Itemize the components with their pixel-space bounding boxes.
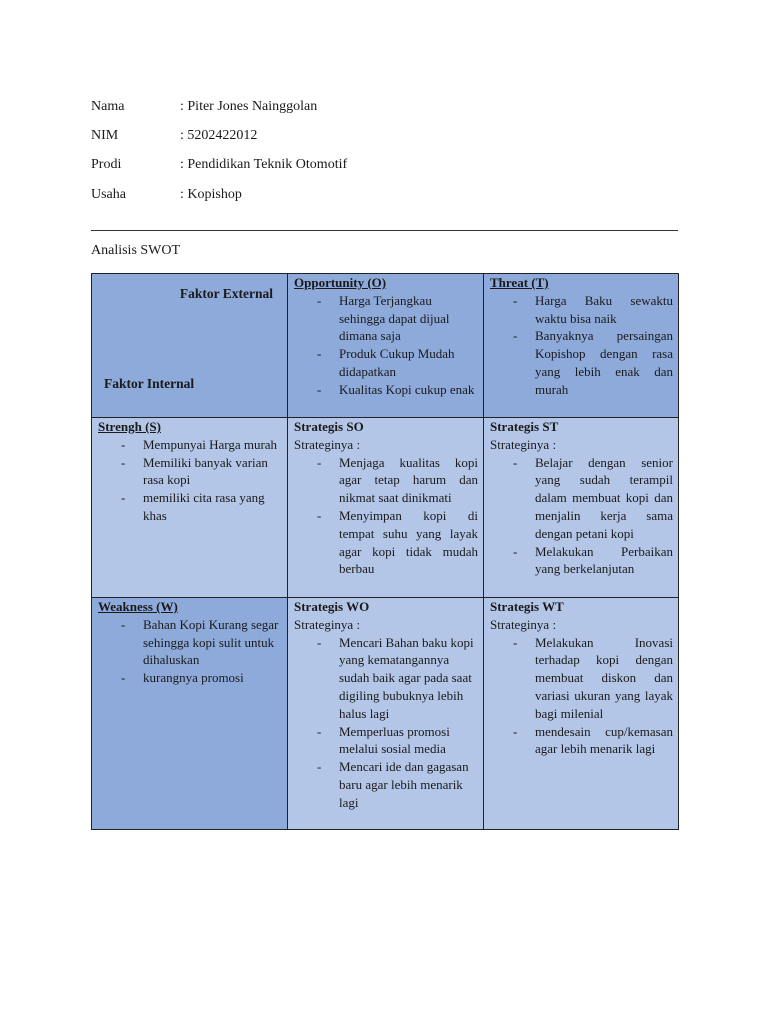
list-item: - Banyaknya persaingan Kopishop dengan rasa yang lebih enak dan murah [513,327,673,398]
strategy-wt-list [490,634,673,759]
strategy-wo-title: Strategis WO [294,599,370,614]
strategy-so-title: Strategis SO [294,419,364,434]
list-item: - Produk Cukup Mudah didapatkan [317,345,478,381]
corner-cell [92,274,288,418]
opportunity-list [294,292,478,399]
weakness-list [98,616,282,687]
identity-label: Usaha [91,186,126,202]
identity-row-nama [91,92,347,121]
identity-block [91,92,347,209]
strategy-st-cell [484,418,679,598]
swot-row-weakness [92,598,679,830]
threat-list [490,292,673,399]
opportunity-title: Opportunity (O) [294,275,387,290]
strategy-wt-subtitle: Strateginya : [490,616,557,632]
section-title: Analisis SWOT [91,243,181,258]
strategy-so-list [294,454,478,579]
strategy-st-list [490,454,673,579]
swot-table [91,273,679,830]
strategy-st-title: Strategis ST [490,419,559,434]
internal-factor-label: Faktor Internal [104,376,195,391]
strategy-so-cell [288,418,484,598]
threat-cell [484,274,679,418]
list-item: - Melakukan Perbaikan yang berkelanjutan [513,543,673,579]
weakness-cell [92,598,288,830]
strength-cell [92,418,288,598]
swot-row-strength [92,418,679,598]
list-item: - Mencari ide dan gagasan baru agar lebih menarik lagi [317,758,478,811]
strategy-so-subtitle: Strateginya : [294,436,361,452]
strategy-wt-cell [484,598,679,830]
list-item: - Bahan Kopi Kurang segar sehingga kopi sulit untuk dihaluskan [121,616,282,669]
list-item: - Memperluas promosi melalui sosial media [317,723,478,759]
identity-row-prodi [91,151,347,180]
horizontal-divider [91,230,678,231]
strategy-wt-title: Strategis WT [490,599,564,614]
list-item: - Menyimpan kopi di tempat suhu yang layak agar kopi tidak mudah berbau [317,507,478,578]
list-item: - kurangnya promosi [121,669,282,687]
identity-row-nim [91,121,347,150]
list-item: - Harga Baku sewaktu waktu bisa naik [513,292,673,328]
list-item: - Harga Terjangkau sehingga dapat dijual dimana saja [317,292,478,345]
list-item: - Kualitas Kopi cukup enak [317,381,478,399]
strategy-wo-list [294,634,478,812]
strategy-wo-cell [288,598,484,830]
list-item: - Memiliki banyak varian rasa kopi [121,454,282,490]
identity-row-usaha [91,180,347,209]
identity-label: Prodi [91,157,122,173]
opportunity-cell [288,274,484,418]
list-item: - mendesain cup/kemasan agar lebih menarik lagi [513,723,673,759]
identity-value: : Piter Jones Nainggolan [180,98,318,114]
list-item: - Menjaga kualitas kopi agar tetap harum dan nikmat saat dinikmati [317,454,478,507]
identity-value: : Kopishop [180,186,242,202]
identity-label: NIM [91,127,119,143]
identity-value: : 5202422012 [180,127,258,143]
weakness-title: Weakness (W) [98,599,178,614]
identity-label: Nama [91,98,125,114]
list-item: - memiliki cita rasa yang khas [121,489,282,525]
strength-title: Strengh (S) [98,419,161,434]
strategy-st-subtitle: Strateginya : [490,436,557,452]
list-item: - Belajar dengan senior yang sudah terampil dalam membuat kopi dan menjalin kerja sama dengan petani kopi [513,454,673,543]
strategy-wo-subtitle: Strateginya : [294,616,361,632]
list-item: - Mempunyai Harga murah [121,436,282,454]
list-item: - Mencari Bahan baku kopi yang kematangannya sudah baik agar pada saat digiling bubuknya lebih halus lagi [317,634,478,723]
swot-row-factors [92,274,679,418]
list-item: - Melakukan Inovasi terhadap kopi dengan membuat diskon dan variasi ukuran yang layak bagi milenial [513,634,673,723]
threat-title: Threat (T) [490,275,549,290]
identity-value: : Pendidikan Teknik Otomotif [180,157,348,173]
strength-list [98,436,282,525]
external-factor-label: Faktor External [179,286,273,301]
